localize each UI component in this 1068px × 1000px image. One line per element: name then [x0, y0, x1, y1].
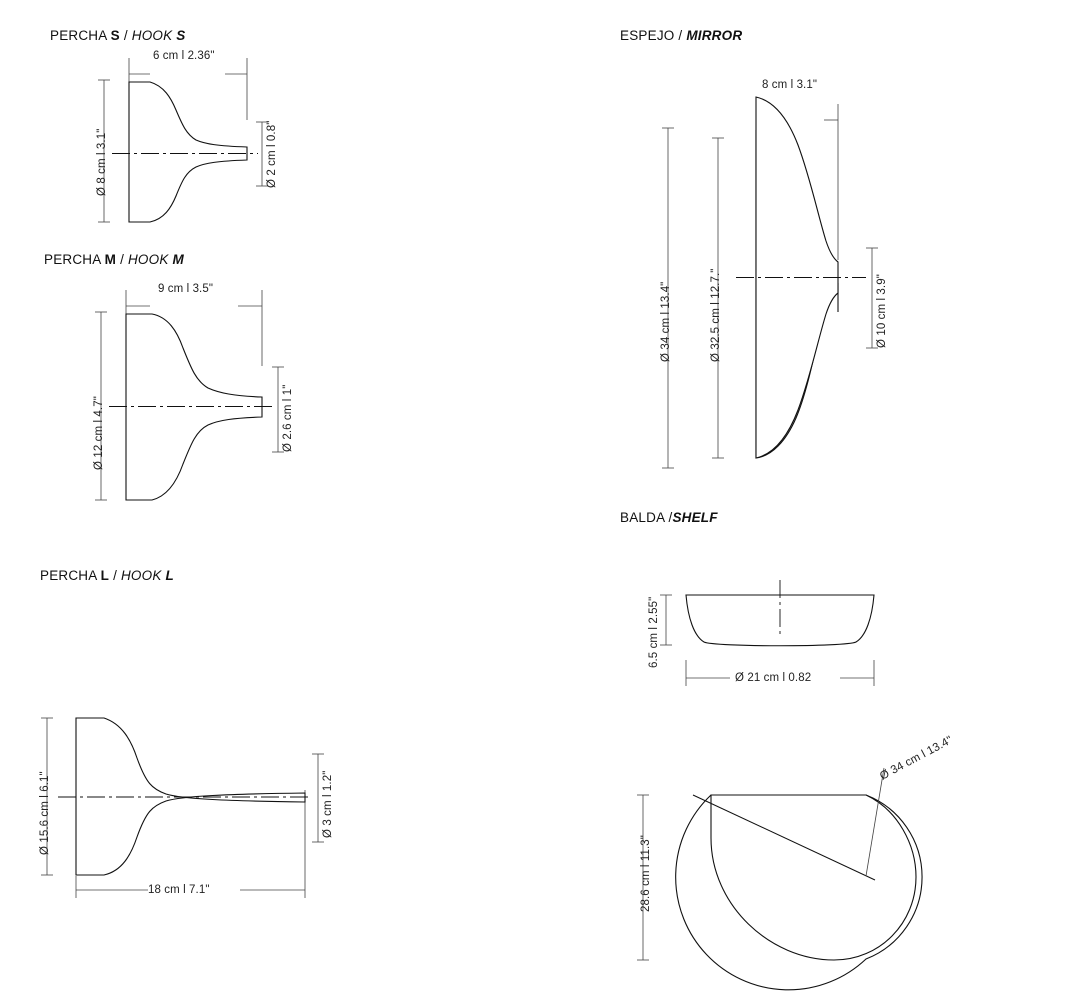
hook-m-title-en: HOOK: [127, 252, 169, 267]
mirror-outer-dim: Ø 34 cm l 13.4": [660, 281, 672, 362]
hook-m-tip-dim: Ø 2.6 cm l 1": [282, 384, 294, 452]
mirror-title-sep: /: [678, 28, 687, 43]
hook-l-width-dim: 18 cm l 7.1": [148, 884, 210, 896]
shelf-plan-diameter-dim: Ø 34 cm l 13.4": [878, 734, 955, 783]
mirror-width-dim: 8 cm l 3.1": [762, 79, 818, 91]
hook-l-drawing: [41, 718, 324, 898]
shelf-plan-drawing: [637, 768, 922, 990]
mirror-glass-dim: Ø 32.5 cm l 12.7.": [710, 268, 722, 362]
hook-l-tip-dim: Ø 3 cm l 1.2": [322, 770, 334, 838]
hook-m-drawing: [95, 290, 284, 500]
hook-l-height-dim: Ø 15.6 cm l 6.1": [39, 771, 51, 855]
shelf-title: [620, 510, 718, 525]
hook-l-title-en-size: L: [161, 568, 174, 583]
hook-m-title-es: PERCHA: [44, 252, 105, 267]
hook-s-title-es: PERCHA: [50, 28, 111, 43]
shelf-title-en: SHELF: [672, 510, 718, 525]
hook-l-title-sep: /: [109, 568, 121, 583]
hook-s-title-en-size: S: [172, 28, 186, 43]
shelf-side-drawing: [660, 580, 874, 686]
hook-s-drawing: [98, 58, 268, 222]
hook-s-title-sep: /: [119, 28, 132, 43]
hook-s-title-size: S: [110, 28, 120, 43]
hook-s-width-dim: 6 cm l 2.36": [153, 50, 215, 62]
shelf-plan-depth-dim: 28.6 cm l 11.3": [640, 835, 652, 912]
mirror-title-es: ESPEJO: [620, 28, 679, 43]
shelf-diameter-dim: Ø 21 cm l 0.82: [735, 672, 812, 684]
hook-l-title: [40, 568, 174, 583]
hook-m-title: [44, 252, 184, 267]
shelf-height-dim: 6.5 cm l 2.55": [648, 596, 660, 668]
hook-s-title-en: HOOK: [131, 28, 173, 43]
mirror-title-en: MIRROR: [686, 28, 743, 43]
hook-l-title-es: PERCHA: [40, 568, 101, 583]
hook-m-title-sep: /: [116, 252, 128, 267]
hook-s-tip-dim: Ø 2 cm l 0.8": [266, 120, 278, 188]
mirror-tip-dim: Ø 10 cm l 3.9": [876, 274, 888, 348]
mirror-drawing: [662, 97, 878, 468]
shelf-title-sep: /: [668, 510, 673, 525]
hook-m-height-dim: Ø 12 cm l 4.7": [93, 396, 105, 470]
hook-s-title: [50, 28, 185, 43]
hook-m-title-en-size: M: [168, 252, 184, 267]
hook-m-title-size: M: [104, 252, 117, 267]
mirror-title: [620, 28, 742, 43]
hook-l-title-size: L: [100, 568, 110, 583]
hook-l-title-en: HOOK: [120, 568, 162, 583]
shelf-title-es: BALDA: [620, 510, 669, 525]
hook-s-height-dim: Ø 8 cm l 3.1": [96, 128, 108, 196]
hook-m-width-dim: 9 cm l 3.5": [158, 283, 214, 295]
